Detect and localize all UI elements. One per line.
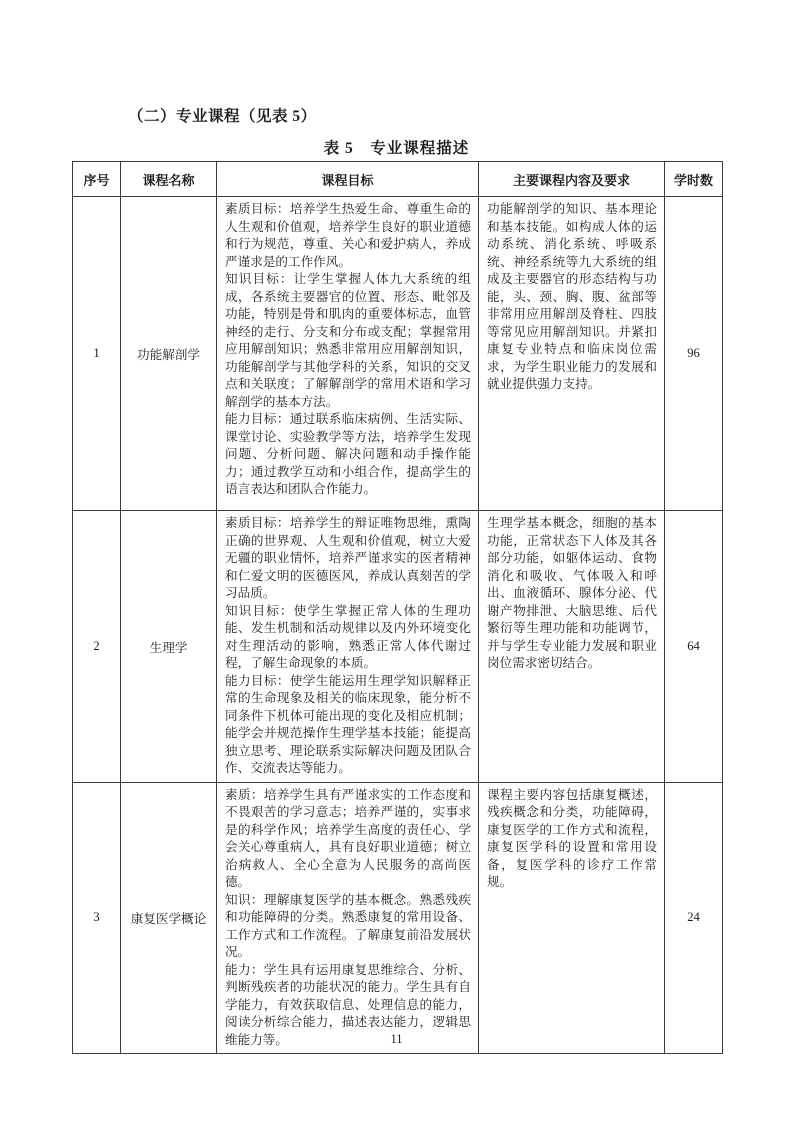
table-title: 表 5 专业课程描述 (323, 140, 470, 157)
page-number: 11 (390, 1032, 403, 1046)
course-objectives-paragraph: 素质：培养学生具有严谨求实的工作态度和不畏艰苦的学习意志；培养严谨的，实事求是的科学作风；培养学生高度的责任心、学会关心尊重病人，具有良好职业道德；树立治病救人、全心全意为人民服务的高尚医德。 (225, 787, 471, 889)
course-content (479, 197, 665, 511)
course-objectives-paragraph: 能力目标：通过联系临床病例、生活实际、课堂讨论、实验教学等方法，培养学生发现问题、分析问题、解决问题和动手操作能力；通过教学互动和小组合作，提高学生的语言表达和团队合作能力。 (225, 412, 471, 496)
course-objectives (217, 782, 479, 1054)
course-hours: 64 (665, 511, 723, 783)
course-content-paragraph: 课程主要内容包括康复概述，残疾概念和分类，功能障碍，康复医学的工作方式和流程，康复医学科的设置和常用设备，复医学科的诊疗工作常规。 (487, 787, 657, 889)
table-header-row (73, 162, 723, 197)
course-name: 康复医学概论 (121, 782, 217, 1054)
table-row (73, 197, 723, 511)
row-number: 2 (73, 511, 121, 783)
course-name: 生理学 (121, 511, 217, 783)
course-name: 功能解剖学 (121, 197, 217, 511)
course-objectives-paragraph: 素质目标：培养学生热爱生命、尊重生命的人生观和价值观，培养学生良好的职业道德和行为规范，尊重、关心和爱护病人，养成严谨求是的工作作风。 (225, 202, 471, 269)
course-content-paragraph: 生理学基本概念，细胞的基本功能，正常状态下人体及其各部分功能，如躯体运动、食物消化和吸收、气体吸入和呼出、血液循环、腺体分泌、代谢产物排泄、大脑思维、后代繁衍等生理功能和功能调节，并与学生专业能力发展和职业岗位需求密切结合。 (487, 516, 657, 670)
column-header-3: 主要课程内容及要求 (479, 162, 665, 197)
course-objectives-paragraph: 知识目标：使学生掌握正常人体的生理功能、发生机制和活动规律以及内外环境变化对生理活动的影响，熟悉正常人体代谢过程，了解生命现象的本质。 (225, 603, 471, 670)
course-objectives-paragraph: 能力目标：使学生能运用生理学知识解释正常的生命现象及相关的临床现象，能分析不同条件下机体可能出现的变化及相应机制；能学会并规范操作生理学基本技能；能提高独立思考、理论联系实际解决问题及团队合作、交流表达等能力。 (225, 673, 471, 775)
column-header-4: 学时数 (665, 162, 723, 197)
course-description-table (72, 161, 723, 1054)
row-number: 1 (73, 197, 121, 511)
column-header-0: 序号 (73, 162, 121, 197)
course-content-paragraph: 功能解剖学的知识、基本理论和基本技能。如构成人体的运动系统、消化系统、呼吸系统、神经系统等九大系统的组成及主要器官的形态结构与功能，头、颈、胸、腹、盆部等非常用应用解剖及脊柱、四肢等常见应用解剖知识。并紧扣康复专业特点和临床岗位需求，为学生职业能力的发展和就业提供强力支持。 (487, 202, 657, 391)
course-objectives (217, 511, 479, 783)
section-heading: （二）专业课程（见表 5） (128, 108, 317, 125)
course-objectives-paragraph: 知识目标：让学生掌握人体九大系统的组成，各系统主要器官的位置、形态、毗邻及功能，特别是骨和肌肉的重要体标志，血管神经的走行、分支和分布或支配；掌握常用应用解剖知识；熟悉非常用应用解剖知识，功能解剖学与其他学科的关系，知识的交叉点和关联度；了解解剖学的常用术语和学习解剖学的基本方法。 (225, 272, 471, 409)
course-hours: 24 (665, 782, 723, 1054)
course-objectives-paragraph: 素质目标：培养学生的辩证唯物思维，熏陶正确的世界观、人生观和价值观，树立大爱无疆的职业情怀，培养严谨求实的医者精神和仁爱文明的医德医风，养成认真刻苦的学习品质。 (225, 516, 471, 600)
course-content (479, 782, 665, 1054)
course-hours: 96 (665, 197, 723, 511)
course-content (479, 511, 665, 783)
column-header-1: 课程名称 (121, 162, 217, 197)
course-objectives-paragraph: 能力：学生具有运用康复思维综合、分析、判断残疾者的功能状况的能力。学生具有自学能力，有效获取信息、处理信息的能力，阅读分析综合能力，描述表达能力，逻辑思维能力等。 (225, 962, 471, 1047)
column-header-2: 课程目标 (217, 162, 479, 197)
course-objectives-paragraph: 知识：理解康复医学的基本概念。熟悉残疾和功能障碍的分类。熟悉康复的常用设备、工作方式和工作流程。了解康复前沿发展状况。 (225, 892, 471, 959)
row-number: 3 (73, 782, 121, 1054)
course-objectives (217, 197, 479, 511)
table-row (73, 511, 723, 783)
table-row (73, 782, 723, 1054)
